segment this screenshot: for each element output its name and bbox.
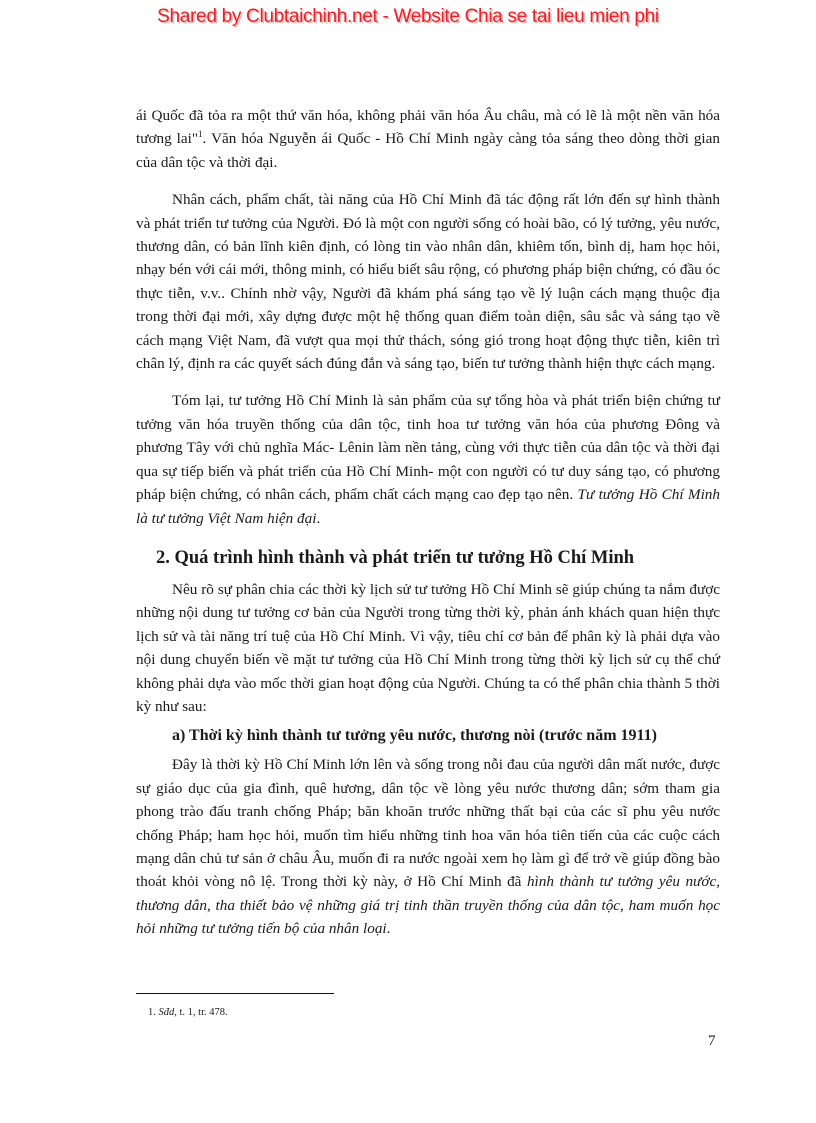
paragraph-1 xyxy=(136,104,720,174)
watermark: Shared by Clubtaichinh.net - Website Chia se tai lieu mien phi xyxy=(157,6,659,27)
paragraph-5-italic: hình thành tư tưởng yêu nước, thương dân, tha thiết bảo vệ những giá trị tinh thần truyền thống của dân tộc, ham muốn học hỏi những tư tưởng tiến bộ của nhân loại xyxy=(136,873,720,938)
footnote xyxy=(148,1006,228,1020)
footnote-number: 1. xyxy=(148,1007,156,1018)
paragraph-1-text: ái Quốc đã tỏa ra một thứ văn hóa, không phải văn hóa Âu châu, mà có lẽ là một nền văn hóa tương lai" xyxy=(136,107,720,148)
paragraph-5-text: Đây là thời kỳ Hồ Chí Minh lớn lên và sống trong nỗi đau của người dân mất nước, được sự giáo dục của gia đình, quê hương, dân tộc về lòng yêu nước thương dân; sớm tham gia phong trào đấu tranh chống Pháp; băn khoăn trước những thất bại của các sĩ phu yêu nước chống Pháp; ham học hỏi, muốn tìm hiểu những tinh hoa văn hóa tiên tiến của các cuộc cách mạng dân chủ tư sản ở châu Âu, muốn đi ra nước ngoài xem họ làm gì để trở về giúp đồng bào thoát khỏi vòng nô lệ. Trong thời kỳ này, ở Hồ Chí Minh đã xyxy=(136,756,720,891)
footnote-source: Sđd xyxy=(158,1007,175,1018)
subsection-heading: a) Thời kỳ hình thành tư tưởng yêu nước, thương nòi (trước năm 1911) xyxy=(172,727,657,745)
paragraph-4: Nêu rõ sự phân chia các thời kỳ lịch sử tư tưởng Hồ Chí Minh sẽ giúp chúng ta nắm được những nội dung tư tưởng cơ bản của Người trong từng thời kỳ, phản ánh khách quan hiện thực lịch sử và tài năng trí tuệ của Hồ Chí Minh. Vì vậy, tiêu chí cơ bản để phân kỳ là phải dựa vào nội dung chuyển biến về mặt tư tưởng của Hồ Chí Minh trong từng thời kỳ lịch sử cụ thể chứ không phải dựa vào mốc thời gian hoạt động của Người. Chúng ta có thể phân chia thành 5 thời kỳ như sau: xyxy=(136,580,720,715)
paragraph-5 xyxy=(136,753,720,940)
paragraph-3 xyxy=(136,389,720,529)
paragraph-5-tail: . xyxy=(386,920,391,938)
paragraph-3-italic: Tư tưởng Hồ Chí Minh là tư tưởng Việt Nam hiện đại xyxy=(136,486,720,527)
footnote-ref-1: 1 xyxy=(198,129,203,140)
footnote-rest: , t. 1, tr. 478. xyxy=(174,1007,228,1018)
section-heading: 2. Quá trình hình thành và phát triển tư tưởng Hồ Chí Minh xyxy=(156,547,635,568)
page-body xyxy=(136,104,720,955)
paragraph-3-text: Tóm lại, tư tưởng Hồ Chí Minh là sản phẩm của sự tổng hòa và phát triển biện chứng tư tưởng văn hóa truyền thống của dân tộc, tinh hoa tư tưởng văn hóa của phương Đông và phương Tây với chủ nghĩa Mác- Lênin làm nền tảng, cùng với thực tiễn của dân tộc và thời đại qua sự tiếp biến và phát triển của Hồ Chí Minh- một con người có tư duy sáng tạo, có phương pháp biện chứng, có nhân cách, phẩm chất cách mạng cao đẹp tạo nên. xyxy=(136,392,720,504)
paragraph-2: Nhân cách, phẩm chất, tài năng của Hồ Chí Minh đã tác động rất lớn đến sự hình thành và phát triển tư tưởng của Người. Đó là một con người sống có hoài bão, có lý tưởng, yêu nước, thương dân, có bản lĩnh kiên định, có lòng tin vào nhân dân, khiêm tốn, bình dị, ham học hỏi, nhạy bén với cái mới, thông minh, có hiểu biết sâu rộng, có phương pháp biện chứng, có đầu óc thực tiễn, v.v.. Chính nhờ vậy, Người đã khám phá sáng tạo về lý luận cách mạng thuộc địa trong thời đại mới, xây dựng được một hệ thống quan điểm toàn diện, sâu sắc và sáng tạo về cách mạng Việt Nam, đã vượt qua mọi thử thách, sóng gió trong hoạt động thực tiễn, kiên trì chân lý, định ra các quyết sách đúng đắn và sáng tạo, biến tư tưởng thành hiện thực cách mạng. xyxy=(136,191,720,373)
footnote-divider xyxy=(136,993,334,994)
paragraph-1-tail: . Văn hóa Nguyễn ái Quốc - Hồ Chí Minh ngày càng tỏa sáng theo dòng thời gian của dân tộc và thời đại. xyxy=(136,130,720,171)
page-number: 7 xyxy=(708,1033,716,1049)
paragraph-3-tail: . xyxy=(316,509,321,527)
